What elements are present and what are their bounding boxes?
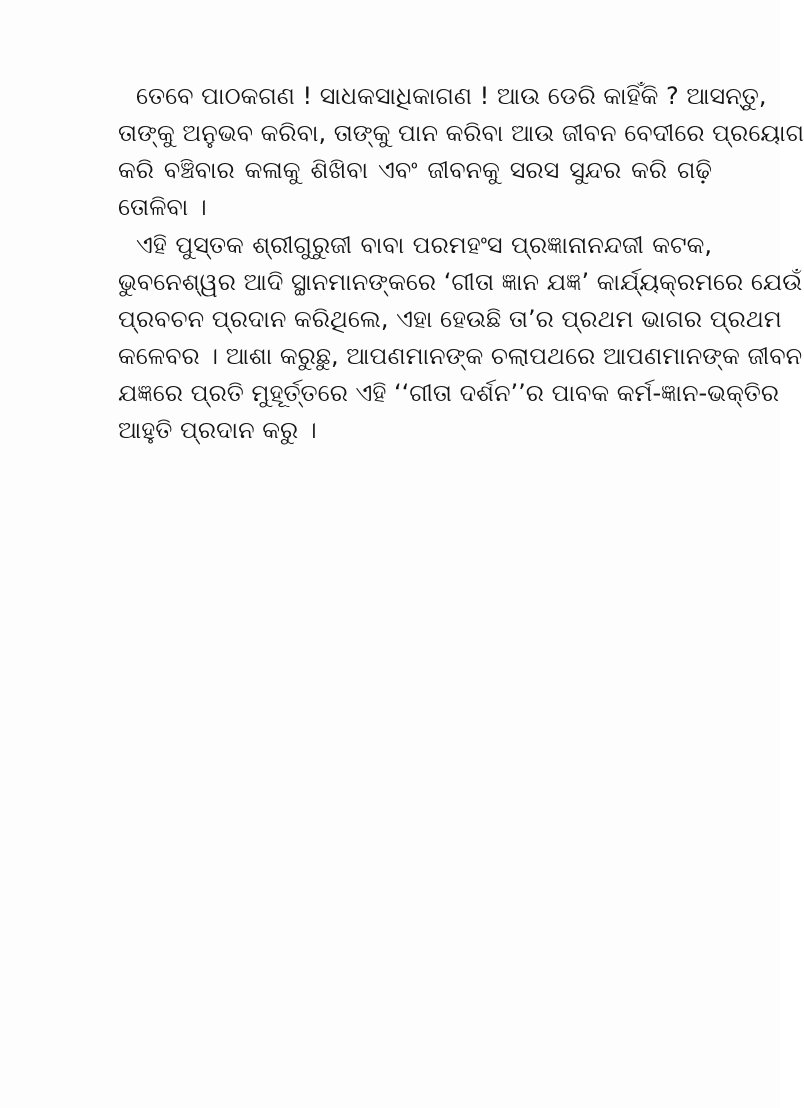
text-line: ଯଜ୍ଞରେ ପ୍ରତି ମୁହୂର୍ତ୍ତରେ ଏହି ‘‘ଗୀତା ଦର୍ଶନ’’ର ପାବକ କର୍ମ-ଜ୍ଞାନ-ଭକ୍ତିର bbox=[118, 379, 780, 407]
text-line: କରି ବଞ୍ଚିବାର କଳାକୁ ଶିଖିବା ଏବଂ ଜୀବନକୁ ସରସ ସୁନ୍ଦର କରି ଗଢ଼ି bbox=[118, 156, 712, 184]
text-line: ଆହୁତି ପ୍ରଦାନ କରୁ । bbox=[118, 416, 317, 444]
text-line: ତାଙ୍କୁ ଅନୁଭବ କରିବା, ତାଙ୍କୁ ପାନ କରିବା ଆଉ ଜୀବନ ବେଦୀରେ ପ୍ରୟୋଗ bbox=[118, 119, 804, 147]
body-text bbox=[118, 78, 804, 449]
text-line: ତେବେ ପାଠକଗଣ ! ସାଧକସାଧିକାଗଣ ! ଆଉ ଡେରି କାହିଁକି ? ଆସନ୍ତୁ, bbox=[136, 82, 767, 110]
text-line: କଳେବର । ଆଶା କରୁଛୁ, ଆପଣମାନଙ୍କ ଚଲାପଥରେ ଆପଣମାନଙ୍କ ଜୀବନ bbox=[118, 342, 803, 370]
paragraph-1 bbox=[118, 78, 804, 226]
text-line: ପ୍ରବଚନ ପ୍ରଦାନ କରିଥିଲେ, ଏହା ହେଉଛି ତା’ର ପ୍ରଥମ ଭାଗର ପ୍ରଥମ bbox=[118, 305, 782, 333]
text-line: ତୋଳିବା । bbox=[118, 193, 207, 221]
text-line: ଭୁବନେଶ୍ୱର ଆଦି ସ୍ଥାନମାନଙ୍କରେ ‘ଗୀତା ଜ୍ଞାନ ଯଜ୍ଞ’ କାର୍ଯ୍ୟକ୍ରମରେ ଯେଉଁ bbox=[118, 268, 803, 296]
text-line: ଏହି ପୁସ୍ତକ ଶ୍ରୀଗୁରୁଜୀ ବାବା ପରମହଂସ ପ୍ରଜ୍ଞାନାନନ୍ଦଜୀ କଟକ, bbox=[136, 231, 712, 259]
paragraph-2 bbox=[118, 227, 803, 449]
